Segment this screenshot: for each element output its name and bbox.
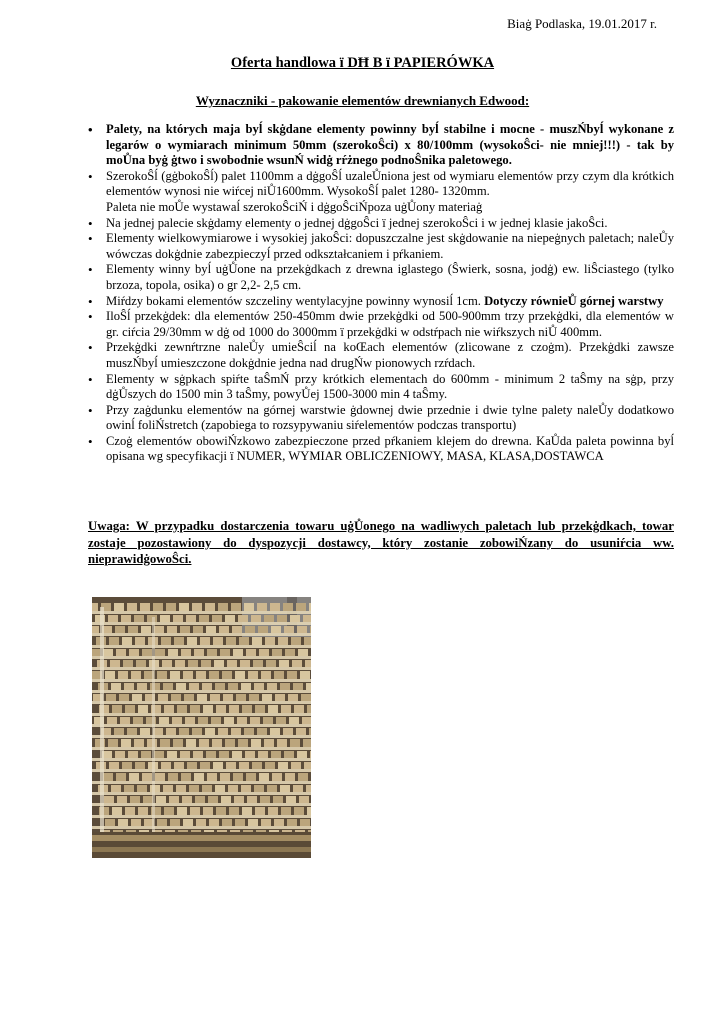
list-item: • Przy zaġdunku elementów na górnej warstwie ġdownej dwie przednie i dwie tylne palety naleŮy dodatkowo owinĺ foliŃstretch (zapobiega to rozsypywaniu siŕelementów podczas transportu) (88, 403, 674, 434)
list-item: • SzerokoŜĺ (gġbokoŜĺ) palet 1100mm a dġgoŜĺ uzaleŮniona jest od wymiaru elementów przy czym dla krótkich elementów wynosi nie wiŕcej niŮ1600mm. WysokoŜĺ palet 1280- 1320mm. Paleta nie moŮe wystawaĺ szerokoŜciŃ i dġgoŜciŃpoza uġŮony materiaġ (88, 169, 674, 216)
list-item: • Elementy wielkowymiarowe i wysokiej jakoŜci: dopuszczalne jest skġdowanie na niepeġnych paletach; naleŮy wówczas dokġdnie zabezpieczyĺ przed odkształcaniem i pŕkaniem. (88, 231, 674, 262)
requirements-list (88, 122, 674, 465)
lumber-stack-image (92, 597, 311, 858)
date-place: Biaġ Podlaska, 19.01.2017 r. (507, 16, 657, 31)
warning-note: Uwaga: W przypadku dostarczenia towaru uġŮonego na wadliwych paletach lub przekġdkach, towar zostaje pozostawiony do dyspozycji dostawcy, który zostanie zobowiŃzany do usuniŕcia ww. nieprawidġowoŜci. (88, 519, 674, 566)
list-item: • Elementy winny byĺ uġŮone na przekġdkach z drewna iglastego (Ŝwierk, sosna, jodġ) ew. liŜciastego (tylko brzoza, topola, osika) o gr 2,2- 2,5 cm. (88, 262, 674, 293)
list-item: • Na jednej palecie skġdamy elementy o jednej dġgoŜci ï jednej szerokoŜci i w jednej klasie jakoŜci. (88, 216, 674, 232)
list-item: • Palety, na których maja byĺ skġdane elementy powinny byĺ stabilne i mocne - muszŃbyĺ wykonane z legarów o wymiarach minimum 50mm (szerokoŜci) x 80/100mm (wysokoŜci- nie mniej!!!) - tak by moŮna byġ ġtwo i swobodnie wsunŃ widġ rŕżnego podnoŜnika paletowego. (88, 122, 674, 169)
list-item: • IloŜĺ przekġdek: dla elementów 250-450mm dwie przekġdki od 500-900mm trzy przekġdki, dla elementów w gr. ciŕcia 29/30mm w dġ od 1000 do 3000mm ï przekġdki w odstŕpach nie wiŕkszych niŮ 400mm. (88, 309, 674, 340)
list-item: • Czoġ elementów obowiŃzkowo zabezpieczone przed pŕkaniem klejem do drewna. KaŮda paleta powinna byĺ opisana wg specyfikacji ï NUMER, WYMIAR OBLICZENIOWY, MASA, KLASA,DOSTAWCA (88, 434, 674, 465)
list-item: • Elementy w sġpkach spiŕte taŜmŃ przy krótkich elementach do 600mm - minimum 2 taŜmy na sġp, przy dġŮszych do 1500 min 3 taŜmy, powyŮej 1500-3000 min 4 taŜmy. (88, 372, 674, 403)
list-item: • Przekġdki zewnŕtrzne naleŮy umieŜciĺ na koŒach elementów (zlicowane z czoġm). Przekġdki zawsze muszŃbyĺ umieszczone dokġdnie jedna nad drugŃw pionowych rzŕdach. (88, 340, 674, 371)
offer-title: Oferta handlowa ï DĦ B ï PAPIERÓWKA (230, 55, 495, 71)
lumber-stack-photo (92, 597, 311, 858)
section-subtitle: Wyznaczniki - pakowanie elementów drewnianych Edwood: (195, 93, 530, 108)
list-item: • Miŕdzy bokami elementów szczeliny wentylacyjne powinny wynosiĺ 1cm. Dotyczy równieŮ górnej warstwy (88, 294, 674, 310)
